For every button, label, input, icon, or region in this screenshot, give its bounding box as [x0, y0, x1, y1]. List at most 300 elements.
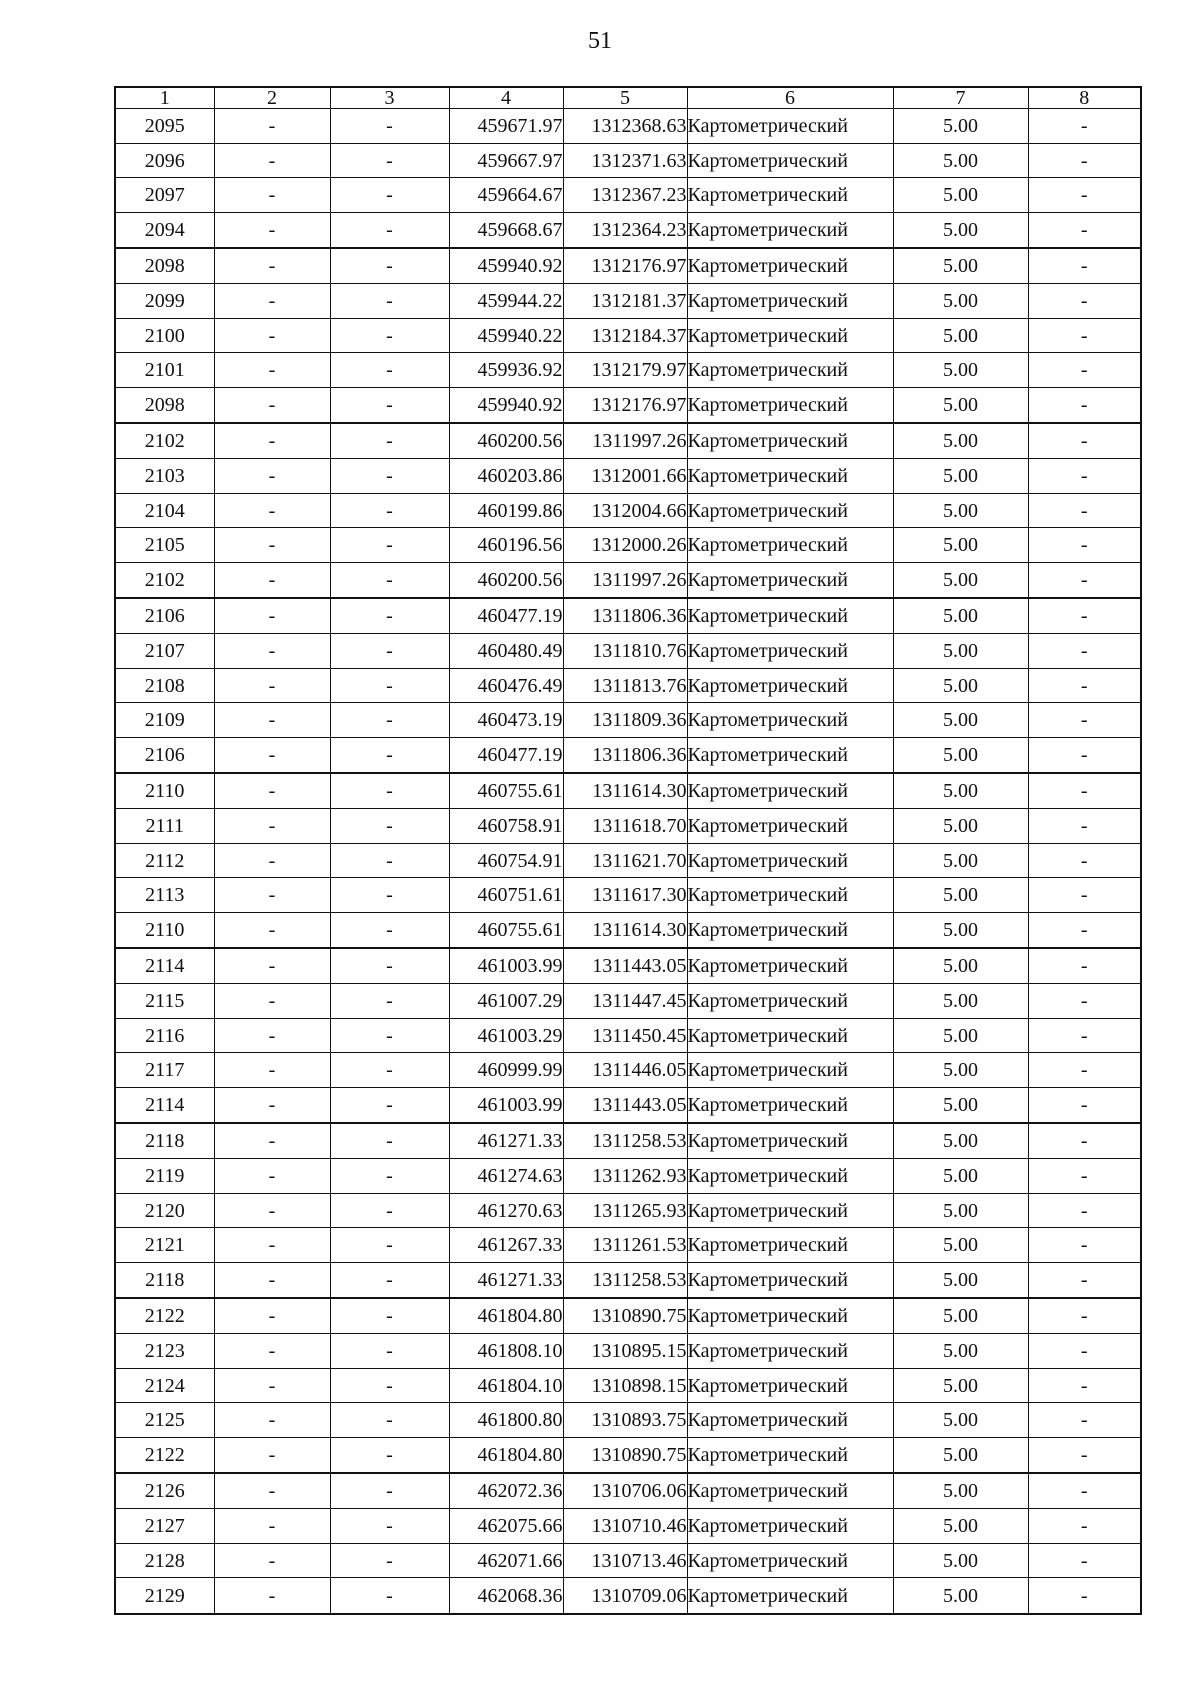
method-cell: Картометрический [687, 178, 893, 213]
column-header: 6 [687, 87, 893, 109]
table-row [115, 1193, 1141, 1228]
table-row [115, 1124, 1141, 1159]
method-cell: Картометрический [687, 1124, 893, 1159]
point-number-cell: 2096 [115, 143, 214, 178]
method-cell: Картометрический [687, 143, 893, 178]
col3-cell: - [330, 493, 449, 528]
accuracy-cell: 5.00 [893, 668, 1028, 703]
accuracy-cell: 5.00 [893, 459, 1028, 494]
col8-cell: - [1028, 1299, 1141, 1334]
y-coordinate-cell: 1312004.66 [563, 493, 687, 528]
col8-cell: - [1028, 249, 1141, 284]
method-cell: Картометрический [687, 1263, 893, 1298]
accuracy-cell: 5.00 [893, 634, 1028, 669]
y-coordinate-cell: 1311258.53 [563, 1263, 687, 1298]
x-coordinate-cell: 461804.80 [449, 1299, 563, 1334]
y-coordinate-cell: 1311261.53 [563, 1228, 687, 1263]
y-coordinate-cell: 1312364.23 [563, 213, 687, 248]
x-coordinate-cell: 460755.61 [449, 774, 563, 809]
x-coordinate-cell: 459667.97 [449, 143, 563, 178]
col2-cell: - [214, 738, 330, 773]
table-row [115, 1299, 1141, 1334]
y-coordinate-cell: 1311997.26 [563, 424, 687, 459]
table-row [115, 1159, 1141, 1194]
coordinates-table [114, 86, 1142, 1615]
point-number-cell: 2101 [115, 353, 214, 388]
table-header-row [115, 87, 1141, 109]
method-cell: Картометрический [687, 109, 893, 144]
accuracy-cell: 5.00 [893, 774, 1028, 809]
column-header: 7 [893, 87, 1028, 109]
y-coordinate-cell: 1310895.15 [563, 1334, 687, 1369]
x-coordinate-cell: 460199.86 [449, 493, 563, 528]
x-coordinate-cell: 460754.91 [449, 843, 563, 878]
y-coordinate-cell: 1312181.37 [563, 284, 687, 319]
col2-cell: - [214, 668, 330, 703]
x-coordinate-cell: 460999.99 [449, 1053, 563, 1088]
col3-cell: - [330, 1578, 449, 1614]
col3-cell: - [330, 424, 449, 459]
col8-cell: - [1028, 809, 1141, 844]
y-coordinate-cell: 1312184.37 [563, 318, 687, 353]
col8-cell: - [1028, 318, 1141, 353]
table-row [115, 459, 1141, 494]
method-cell: Картометрический [687, 1474, 893, 1509]
col8-cell: - [1028, 109, 1141, 144]
col2-cell: - [214, 1509, 330, 1544]
y-coordinate-cell: 1311258.53 [563, 1124, 687, 1159]
accuracy-cell: 5.00 [893, 1193, 1028, 1228]
method-cell: Картометрический [687, 878, 893, 913]
y-coordinate-cell: 1312176.97 [563, 388, 687, 423]
method-cell: Картометрический [687, 984, 893, 1019]
y-coordinate-cell: 1311813.76 [563, 668, 687, 703]
col3-cell: - [330, 668, 449, 703]
col8-cell: - [1028, 284, 1141, 319]
y-coordinate-cell: 1311262.93 [563, 1159, 687, 1194]
method-cell: Картометрический [687, 1053, 893, 1088]
y-coordinate-cell: 1310890.75 [563, 1438, 687, 1473]
x-coordinate-cell: 461271.33 [449, 1263, 563, 1298]
x-coordinate-cell: 460477.19 [449, 599, 563, 634]
col8-cell: - [1028, 738, 1141, 773]
accuracy-cell: 5.00 [893, 213, 1028, 248]
point-number-cell: 2118 [115, 1124, 214, 1159]
col3-cell: - [330, 249, 449, 284]
table-row [115, 634, 1141, 669]
method-cell: Картометрический [687, 1228, 893, 1263]
col2-cell: - [214, 1578, 330, 1614]
col2-cell: - [214, 1018, 330, 1053]
col8-cell: - [1028, 1159, 1141, 1194]
accuracy-cell: 5.00 [893, 984, 1028, 1019]
method-cell: Картометрический [687, 703, 893, 738]
accuracy-cell: 5.00 [893, 1578, 1028, 1614]
x-coordinate-cell: 462075.66 [449, 1509, 563, 1544]
col2-cell: - [214, 634, 330, 669]
col3-cell: - [330, 459, 449, 494]
method-cell: Картометрический [687, 1018, 893, 1053]
col3-cell: - [330, 1299, 449, 1334]
accuracy-cell: 5.00 [893, 1368, 1028, 1403]
y-coordinate-cell: 1310890.75 [563, 1299, 687, 1334]
x-coordinate-cell: 460200.56 [449, 424, 563, 459]
method-cell: Картометрический [687, 1438, 893, 1473]
x-coordinate-cell: 460476.49 [449, 668, 563, 703]
column-header: 2 [214, 87, 330, 109]
point-number-cell: 2113 [115, 878, 214, 913]
col2-cell: - [214, 459, 330, 494]
point-number-cell: 2115 [115, 984, 214, 1019]
y-coordinate-cell: 1311621.70 [563, 843, 687, 878]
x-coordinate-cell: 459940.92 [449, 388, 563, 423]
table-row [115, 1018, 1141, 1053]
col2-cell: - [214, 1088, 330, 1123]
col8-cell: - [1028, 913, 1141, 948]
col2-cell: - [214, 563, 330, 598]
accuracy-cell: 5.00 [893, 1159, 1028, 1194]
col3-cell: - [330, 1088, 449, 1123]
col2-cell: - [214, 1474, 330, 1509]
col8-cell: - [1028, 1368, 1141, 1403]
point-number-cell: 2102 [115, 424, 214, 459]
col2-cell: - [214, 353, 330, 388]
col8-cell: - [1028, 1403, 1141, 1438]
column-header: 1 [115, 87, 214, 109]
table-row [115, 703, 1141, 738]
x-coordinate-cell: 461003.99 [449, 1088, 563, 1123]
col3-cell: - [330, 878, 449, 913]
col3-cell: - [330, 774, 449, 809]
table-row [115, 353, 1141, 388]
y-coordinate-cell: 1310710.46 [563, 1509, 687, 1544]
y-coordinate-cell: 1311614.30 [563, 913, 687, 948]
table-row [115, 809, 1141, 844]
col3-cell: - [330, 949, 449, 984]
accuracy-cell: 5.00 [893, 353, 1028, 388]
y-coordinate-cell: 1310893.75 [563, 1403, 687, 1438]
col2-cell: - [214, 1124, 330, 1159]
col8-cell: - [1028, 1543, 1141, 1578]
col3-cell: - [330, 1334, 449, 1369]
accuracy-cell: 5.00 [893, 1438, 1028, 1473]
point-number-cell: 2107 [115, 634, 214, 669]
x-coordinate-cell: 460473.19 [449, 703, 563, 738]
col3-cell: - [330, 213, 449, 248]
col8-cell: - [1028, 1509, 1141, 1544]
method-cell: Картометрический [687, 1509, 893, 1544]
table-row [115, 1438, 1141, 1473]
col2-cell: - [214, 1159, 330, 1194]
x-coordinate-cell: 459671.97 [449, 109, 563, 144]
col3-cell: - [330, 809, 449, 844]
table-row [115, 249, 1141, 284]
table-row [115, 318, 1141, 353]
method-cell: Картометрический [687, 599, 893, 634]
point-number-cell: 2108 [115, 668, 214, 703]
x-coordinate-cell: 462072.36 [449, 1474, 563, 1509]
accuracy-cell: 5.00 [893, 1474, 1028, 1509]
point-number-cell: 2105 [115, 528, 214, 563]
method-cell: Картометрический [687, 1403, 893, 1438]
method-cell: Картометрический [687, 318, 893, 353]
table-row [115, 563, 1141, 598]
col3-cell: - [330, 913, 449, 948]
col2-cell: - [214, 1299, 330, 1334]
col8-cell: - [1028, 1193, 1141, 1228]
x-coordinate-cell: 461800.80 [449, 1403, 563, 1438]
col2-cell: - [214, 1053, 330, 1088]
accuracy-cell: 5.00 [893, 1018, 1028, 1053]
col3-cell: - [330, 1543, 449, 1578]
col2-cell: - [214, 1543, 330, 1578]
col3-cell: - [330, 1053, 449, 1088]
point-number-cell: 2109 [115, 703, 214, 738]
col8-cell: - [1028, 1124, 1141, 1159]
col3-cell: - [330, 1124, 449, 1159]
col8-cell: - [1028, 1228, 1141, 1263]
x-coordinate-cell: 459668.67 [449, 213, 563, 248]
col3-cell: - [330, 1018, 449, 1053]
accuracy-cell: 5.00 [893, 1053, 1028, 1088]
x-coordinate-cell: 461804.10 [449, 1368, 563, 1403]
table-row [115, 1403, 1141, 1438]
point-number-cell: 2106 [115, 599, 214, 634]
col3-cell: - [330, 1474, 449, 1509]
col3-cell: - [330, 703, 449, 738]
col3-cell: - [330, 1403, 449, 1438]
accuracy-cell: 5.00 [893, 738, 1028, 773]
column-header: 5 [563, 87, 687, 109]
method-cell: Картометрический [687, 249, 893, 284]
col2-cell: - [214, 1368, 330, 1403]
point-number-cell: 2116 [115, 1018, 214, 1053]
x-coordinate-cell: 459940.92 [449, 249, 563, 284]
col2-cell: - [214, 1334, 330, 1369]
col3-cell: - [330, 178, 449, 213]
method-cell: Картометрический [687, 949, 893, 984]
col8-cell: - [1028, 563, 1141, 598]
accuracy-cell: 5.00 [893, 1088, 1028, 1123]
col3-cell: - [330, 1509, 449, 1544]
point-number-cell: 2127 [115, 1509, 214, 1544]
method-cell: Картометрический [687, 738, 893, 773]
point-number-cell: 2120 [115, 1193, 214, 1228]
y-coordinate-cell: 1311997.26 [563, 563, 687, 598]
col2-cell: - [214, 388, 330, 423]
point-number-cell: 2114 [115, 1088, 214, 1123]
col8-cell: - [1028, 424, 1141, 459]
col3-cell: - [330, 1193, 449, 1228]
x-coordinate-cell: 462071.66 [449, 1543, 563, 1578]
table-row [115, 1088, 1141, 1123]
col2-cell: - [214, 913, 330, 948]
method-cell: Картометрический [687, 388, 893, 423]
point-number-cell: 2098 [115, 388, 214, 423]
y-coordinate-cell: 1312367.23 [563, 178, 687, 213]
col3-cell: - [330, 563, 449, 598]
col3-cell: - [330, 318, 449, 353]
col3-cell: - [330, 634, 449, 669]
accuracy-cell: 5.00 [893, 913, 1028, 948]
column-header: 4 [449, 87, 563, 109]
x-coordinate-cell: 459940.22 [449, 318, 563, 353]
x-coordinate-cell: 460758.91 [449, 809, 563, 844]
table-row [115, 284, 1141, 319]
accuracy-cell: 5.00 [893, 388, 1028, 423]
method-cell: Картометрический [687, 353, 893, 388]
method-cell: Картометрический [687, 1578, 893, 1614]
col2-cell: - [214, 599, 330, 634]
col2-cell: - [214, 984, 330, 1019]
y-coordinate-cell: 1311443.05 [563, 949, 687, 984]
col8-cell: - [1028, 1438, 1141, 1473]
accuracy-cell: 5.00 [893, 284, 1028, 319]
col2-cell: - [214, 143, 330, 178]
col2-cell: - [214, 213, 330, 248]
table-row [115, 213, 1141, 248]
col8-cell: - [1028, 1263, 1141, 1298]
col3-cell: - [330, 984, 449, 1019]
col3-cell: - [330, 353, 449, 388]
y-coordinate-cell: 1311810.76 [563, 634, 687, 669]
col8-cell: - [1028, 213, 1141, 248]
y-coordinate-cell: 1311614.30 [563, 774, 687, 809]
point-number-cell: 2117 [115, 1053, 214, 1088]
col8-cell: - [1028, 353, 1141, 388]
col3-cell: - [330, 1263, 449, 1298]
col8-cell: - [1028, 774, 1141, 809]
point-number-cell: 2114 [115, 949, 214, 984]
x-coordinate-cell: 461808.10 [449, 1334, 563, 1369]
y-coordinate-cell: 1311443.05 [563, 1088, 687, 1123]
point-number-cell: 2110 [115, 913, 214, 948]
table-row [115, 878, 1141, 913]
col3-cell: - [330, 738, 449, 773]
x-coordinate-cell: 459936.92 [449, 353, 563, 388]
col8-cell: - [1028, 843, 1141, 878]
point-number-cell: 2106 [115, 738, 214, 773]
x-coordinate-cell: 461274.63 [449, 1159, 563, 1194]
point-number-cell: 2095 [115, 109, 214, 144]
point-number-cell: 2104 [115, 493, 214, 528]
x-coordinate-cell: 461270.63 [449, 1193, 563, 1228]
col8-cell: - [1028, 668, 1141, 703]
method-cell: Картометрический [687, 1299, 893, 1334]
point-number-cell: 2122 [115, 1299, 214, 1334]
table-row [115, 1543, 1141, 1578]
table-row [115, 1334, 1141, 1369]
col2-cell: - [214, 843, 330, 878]
accuracy-cell: 5.00 [893, 878, 1028, 913]
table-row [115, 774, 1141, 809]
y-coordinate-cell: 1312001.66 [563, 459, 687, 494]
col2-cell: - [214, 1263, 330, 1298]
col8-cell: - [1028, 143, 1141, 178]
x-coordinate-cell: 460196.56 [449, 528, 563, 563]
y-coordinate-cell: 1310713.46 [563, 1543, 687, 1578]
col2-cell: - [214, 1438, 330, 1473]
point-number-cell: 2122 [115, 1438, 214, 1473]
point-number-cell: 2111 [115, 809, 214, 844]
col8-cell: - [1028, 1334, 1141, 1369]
accuracy-cell: 5.00 [893, 1263, 1028, 1298]
table-row [115, 1228, 1141, 1263]
point-number-cell: 2112 [115, 843, 214, 878]
col8-cell: - [1028, 984, 1141, 1019]
table-row [115, 668, 1141, 703]
y-coordinate-cell: 1312000.26 [563, 528, 687, 563]
point-number-cell: 2123 [115, 1334, 214, 1369]
method-cell: Картометрический [687, 493, 893, 528]
method-cell: Картометрический [687, 424, 893, 459]
table-row [115, 1053, 1141, 1088]
x-coordinate-cell: 462068.36 [449, 1578, 563, 1614]
col2-cell: - [214, 178, 330, 213]
method-cell: Картометрический [687, 668, 893, 703]
y-coordinate-cell: 1311446.05 [563, 1053, 687, 1088]
table-row [115, 599, 1141, 634]
accuracy-cell: 5.00 [893, 1299, 1028, 1334]
table-row [115, 493, 1141, 528]
col2-cell: - [214, 284, 330, 319]
accuracy-cell: 5.00 [893, 1334, 1028, 1369]
y-coordinate-cell: 1312368.63 [563, 109, 687, 144]
x-coordinate-cell: 460755.61 [449, 913, 563, 948]
column-header: 3 [330, 87, 449, 109]
y-coordinate-cell: 1311617.30 [563, 878, 687, 913]
point-number-cell: 2102 [115, 563, 214, 598]
table-row [115, 1263, 1141, 1298]
method-cell: Картометрический [687, 1159, 893, 1194]
x-coordinate-cell: 461003.99 [449, 949, 563, 984]
table-row [115, 843, 1141, 878]
column-header: 8 [1028, 87, 1141, 109]
y-coordinate-cell: 1311265.93 [563, 1193, 687, 1228]
accuracy-cell: 5.00 [893, 109, 1028, 144]
col8-cell: - [1028, 178, 1141, 213]
x-coordinate-cell: 460200.56 [449, 563, 563, 598]
col8-cell: - [1028, 1474, 1141, 1509]
col3-cell: - [330, 843, 449, 878]
col8-cell: - [1028, 528, 1141, 563]
col2-cell: - [214, 528, 330, 563]
method-cell: Картометрический [687, 1088, 893, 1123]
table-row [115, 1509, 1141, 1544]
method-cell: Картометрический [687, 774, 893, 809]
table-row [115, 424, 1141, 459]
x-coordinate-cell: 461267.33 [449, 1228, 563, 1263]
x-coordinate-cell: 461003.29 [449, 1018, 563, 1053]
page-number: 51 [588, 28, 612, 54]
x-coordinate-cell: 461271.33 [449, 1124, 563, 1159]
x-coordinate-cell: 460203.86 [449, 459, 563, 494]
accuracy-cell: 5.00 [893, 493, 1028, 528]
col8-cell: - [1028, 634, 1141, 669]
accuracy-cell: 5.00 [893, 1543, 1028, 1578]
col8-cell: - [1028, 493, 1141, 528]
col2-cell: - [214, 424, 330, 459]
point-number-cell: 2118 [115, 1263, 214, 1298]
accuracy-cell: 5.00 [893, 1403, 1028, 1438]
table-row [115, 143, 1141, 178]
col8-cell: - [1028, 599, 1141, 634]
y-coordinate-cell: 1312179.97 [563, 353, 687, 388]
col8-cell: - [1028, 459, 1141, 494]
point-number-cell: 2119 [115, 1159, 214, 1194]
x-coordinate-cell: 460751.61 [449, 878, 563, 913]
method-cell: Картометрический [687, 843, 893, 878]
